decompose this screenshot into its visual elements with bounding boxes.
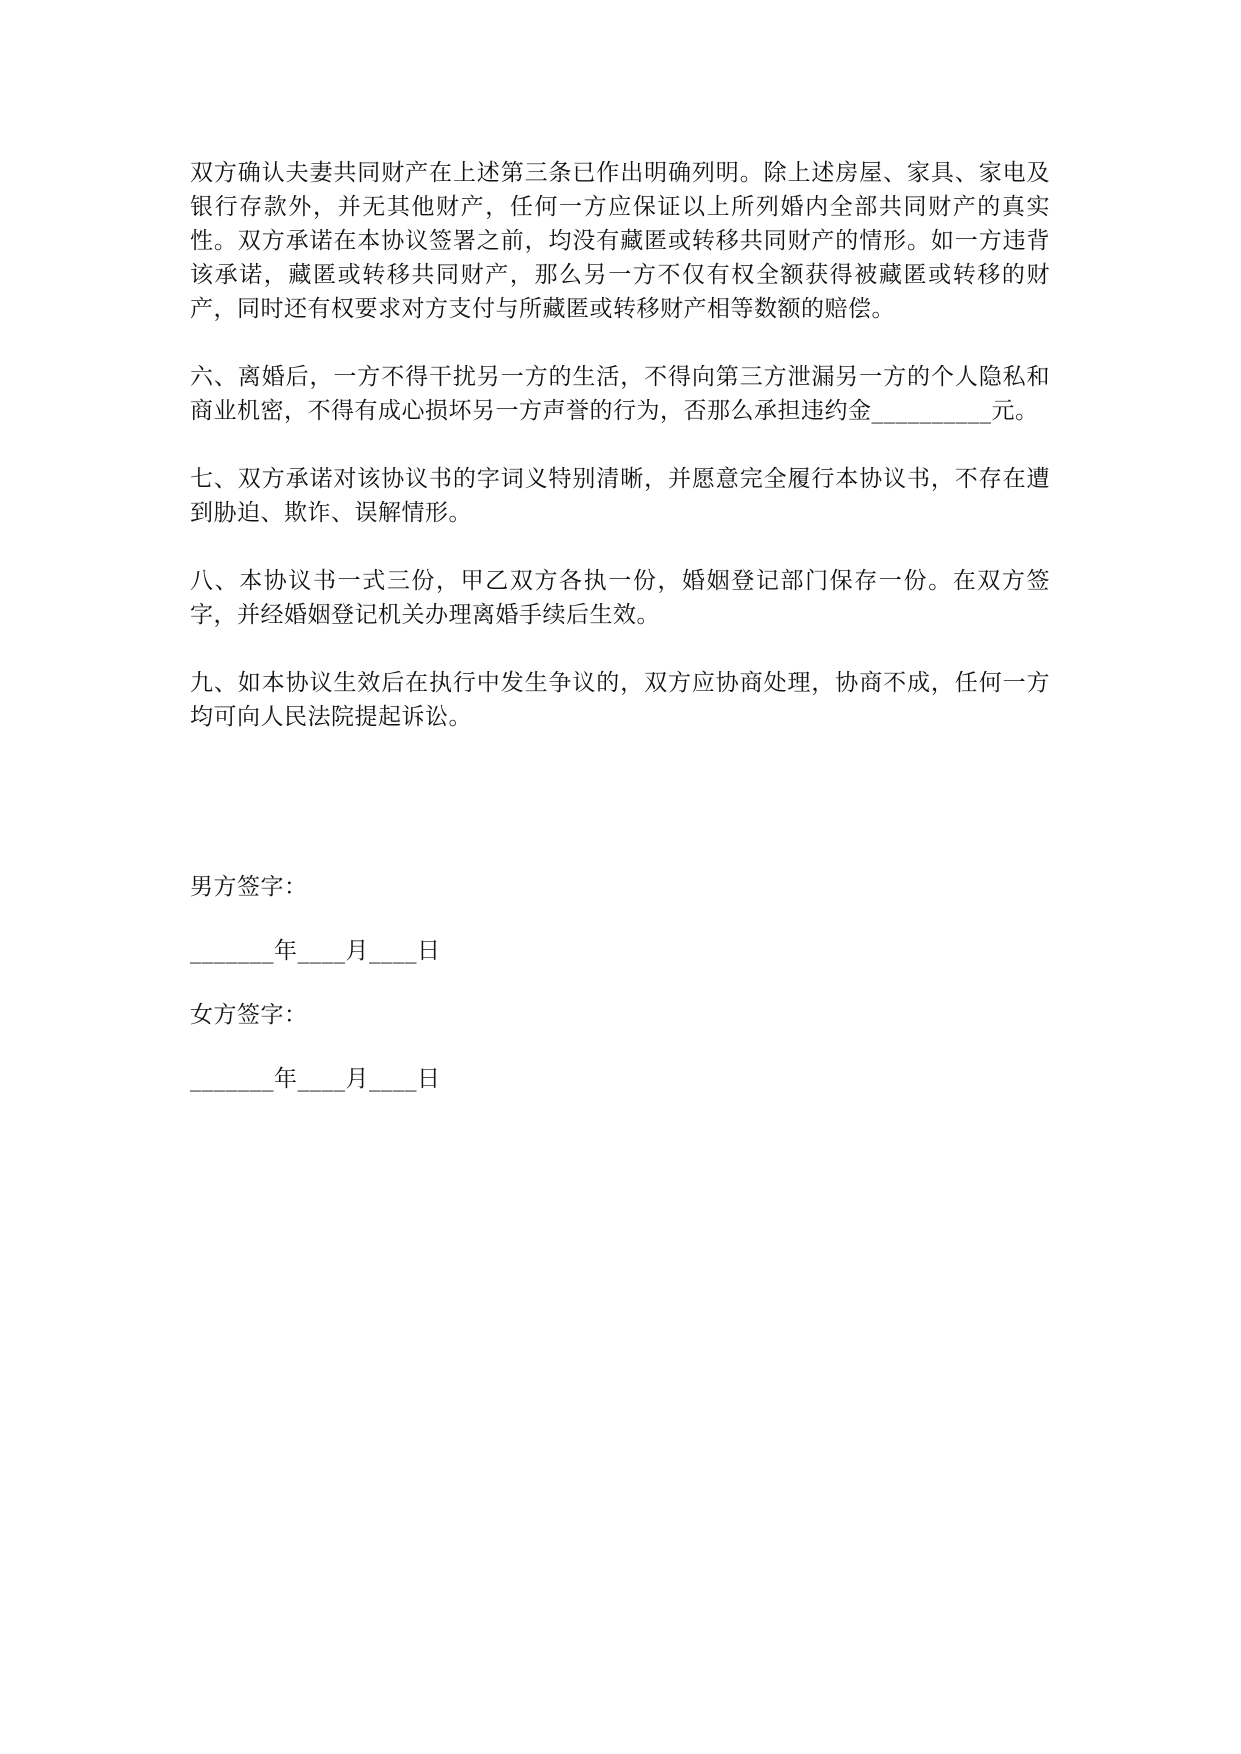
male-signature-label: 男方签字： [190, 874, 308, 900]
document-body [190, 156, 1050, 768]
paragraph-clause-six: 六、离婚后，一方不得干扰另一方的生活，不得向第三方泄漏另一方的个人隐私和商业机密，不得有成心损坏另一方声誉的行为，否那么承担违约金__________元。 [190, 364, 1050, 424]
paragraph-clause-seven: 七、双方承诺对该协议书的字词义特别清晰，并愿意完全履行本协议书，不存在遭到胁迫、欺诈、误解情形。 [190, 466, 1050, 526]
paragraph-property-confirmation: 双方确认夫妻共同财产在上述第三条已作出明确列明。除上述房屋、家具、家电及银行存款外，并无其他财产，任何一方应保证以上所列婚内全部共同财产的真实性。双方承诺在本协议签署之前，均没有藏匿或转移共同财产的情形。如一方违背该承诺，藏匿或转移共同财产，那么另一方不仅有权全额获得被藏匿或转移的财产，同时还有权要求对方支付与所藏匿或转移财产相等数额的赔偿。 [190, 160, 1050, 322]
female-signature-date: _______年____月____日 [190, 1066, 441, 1092]
male-signature-date: _______年____月____日 [190, 938, 441, 964]
signature-block [190, 870, 790, 1126]
paragraph-clause-nine: 九、如本协议生效后在执行中发生争议的，双方应协商处理，协商不成，任何一方均可向人民法院提起诉讼。 [190, 670, 1050, 730]
female-signature-label: 女方签字： [190, 1002, 308, 1028]
paragraph-clause-eight: 八、本协议书一式三份，甲乙双方各执一份，婚姻登记部门保存一份。在双方签字，并经婚姻登记机关办理离婚手续后生效。 [190, 568, 1050, 628]
